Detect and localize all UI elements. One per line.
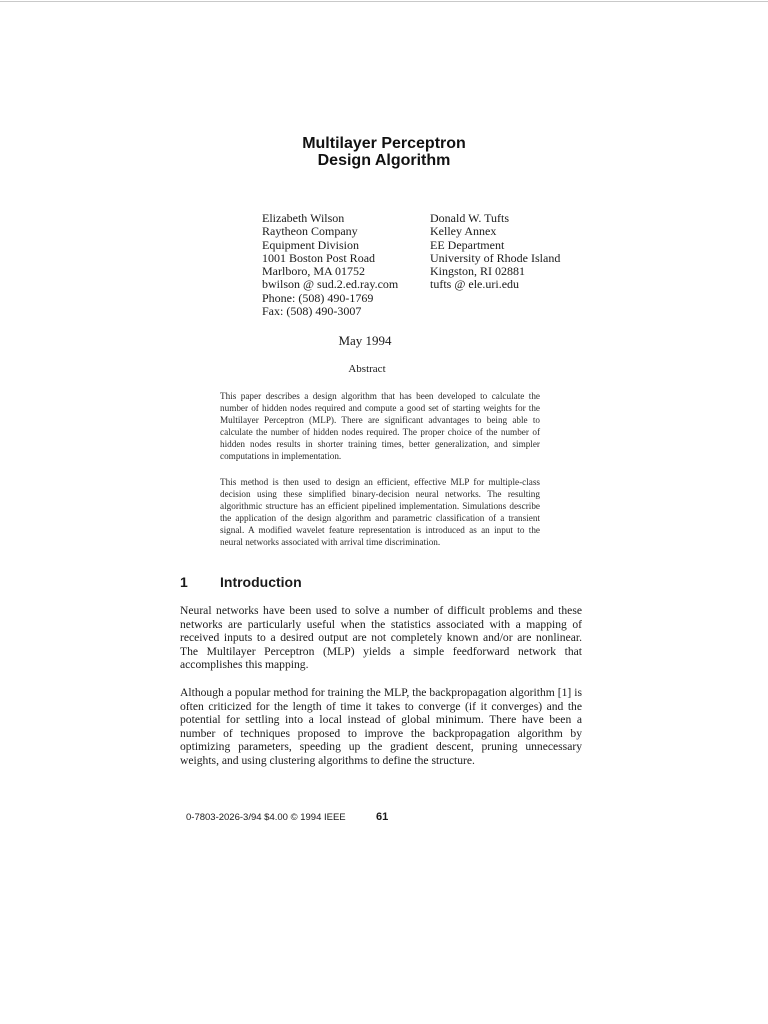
abstract-heading: Abstract	[348, 363, 386, 375]
section-number: 1	[180, 574, 188, 590]
author-building: Kelley Annex	[430, 224, 497, 239]
author-block-wilson	[262, 212, 398, 318]
paper-title-line-2: Design Algorithm	[317, 152, 451, 169]
author-city: Marlboro, MA 01752	[262, 264, 365, 279]
author-affiliation: Raytheon Company	[262, 224, 358, 239]
paper-title-line-1: Multilayer Perceptron	[302, 135, 466, 152]
author-fax: Fax: (508) 490-3007	[262, 304, 362, 319]
author-city: Kingston, RI 02881	[430, 264, 526, 279]
paper-date: May 1994	[338, 333, 392, 348]
author-department: EE Department	[430, 237, 505, 252]
author-affiliation: University of Rhode Island	[430, 250, 561, 265]
footer-copyright: 0-7803-2026-3/94 $4.00 © 1994 IEEE	[186, 812, 346, 823]
author-name: Donald W. Tufts	[430, 211, 510, 225]
author-block-tufts	[430, 212, 560, 292]
author-phone: Phone: (508) 490-1769	[262, 290, 374, 305]
author-street: 1001 Boston Post Road	[262, 250, 376, 265]
abstract-paragraph-2: This method is then used to design an efficient, effective MLP for multiple-class decision using these simplified binary-decision neural networks. The resulting algorithmic structure has an efficient pipelined implementation. Simulations describe the application of the design algorithm and parametric classification of a transient signal. A modified wavelet feature representation is introduced as an input to the neural networks associated with arrival time discrimination.	[220, 477, 540, 548]
abstract-paragraph-1: This paper describes a design algorithm that has been developed to calculate the number of hidden nodes required and compute a good set of starting weights for the Multilayer Perceptron (MLP). There are significant advantages to being able to calculate the number of hidden nodes required. The proper choice of the number of hidden nodes results in shorter training times, better generalization, and simpler computations in implementation.	[220, 391, 540, 462]
author-email: tufts @ ele.uri.edu	[430, 277, 520, 292]
author-division: Equipment Division	[262, 237, 359, 252]
author-name: Elizabeth Wilson	[262, 211, 345, 225]
author-email: bwilson @ sud.2.ed.ray.com	[262, 277, 399, 292]
intro-paragraph-1: Neural networks have been used to solve a number of difficult problems and these networks are particularly useful when the statistics associated with a mapping of received inputs to a desired output are not completely known and/or are nonlinear. The Multilayer Perceptron (MLP) yields a simple feedforward network that accomplishes this mapping.	[180, 604, 582, 672]
section-title: Introduction	[220, 574, 302, 590]
intro-paragraph-2: Although a popular method for training the MLP, the backpropagation algorithm [1] is often criticized for the length of time it takes to converge (if it converges) and the potential for settling into a local instead of global minimum. There have been a number of techniques proposed to improve the backpropagation algorithm by optimizing parameters, speeding up the gradient descent, pruning unnecessary weights, and using clustering algorithms to define the structure.	[180, 686, 582, 767]
scan-top-edge	[0, 1, 768, 2]
page-number: 61	[376, 811, 389, 823]
